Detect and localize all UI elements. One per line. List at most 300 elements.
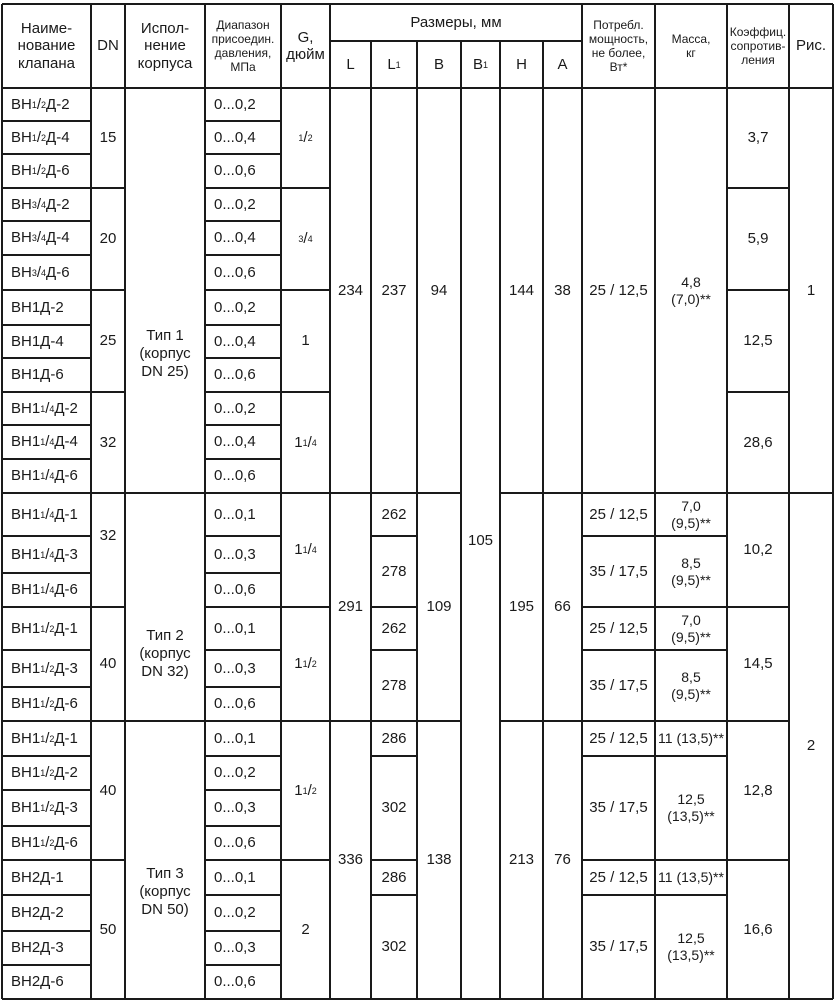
grid-line-h [125,720,205,722]
valve-name-prefix: ВН1 [11,799,41,816]
grid-line-h [91,391,125,393]
valve-name-suffix: Д-1 [54,619,78,637]
header-H: H [516,55,527,73]
valve-name-prefix: ВН1 [11,581,41,598]
mass-cell: 7,0 (9,5)** [671,611,711,645]
dimension-H-cell: 195 [508,598,535,615]
dimension-L1-cell: 286 [381,868,407,886]
valve-name-suffix: Д-3 [54,545,78,563]
dimension-L1-cell: 286 [381,729,407,747]
fraction-slash: / [45,505,50,523]
fraction-slash: / [36,128,42,146]
grid-line-h [417,492,461,494]
valve-name-suffix: Д-1 [54,729,78,747]
dimension-L1-cell: 278 [381,676,407,694]
valve-name-suffix: Д-6 [54,467,78,484]
grid-line-h [205,187,281,189]
valve-name-cell: ВН 3 / 4 Д-2 [11,195,70,213]
pressure-cell: 0...0,2 [214,298,256,316]
grid-line-h [281,606,330,608]
grid-line-h [205,825,281,827]
dimension-B-cell: 138 [426,851,452,868]
dimension-B-cell: 109 [426,598,452,615]
pressure-cell: 0...0,4 [214,229,256,246]
grid-line-h [330,492,371,494]
dimension-L1-cell: 262 [381,619,407,637]
valve-name-prefix: ВН1 [11,545,41,563]
pressure-cell: 0...0,1 [214,729,256,747]
header-B: B [433,55,444,73]
grid-line-h [205,424,281,426]
grid-line-h [371,755,417,757]
g-integer: 2 [301,920,310,938]
grid-line-h [2,755,91,757]
grid-line-h [91,859,125,861]
grid-line-h [371,859,417,861]
coefficient-cell: 16,6 [743,920,773,938]
header-divider [330,40,582,42]
g-cell: 1 1 / 2 [294,781,317,799]
valve-name-cell: ВН1 1 / 2 Д-6 [11,695,78,712]
grid-line-v [788,88,790,999]
grid-line-h [91,720,125,722]
mass-cell: 11 (13,5)** [658,869,724,886]
valve-name-cell: ВН 3 / 4 Д-6 [11,263,70,281]
g-integer: 1 [294,781,303,799]
grid-line-v [329,88,331,999]
pressure-cell: 0...0,4 [214,332,256,350]
grid-line-h [582,492,727,494]
dimension-B-cell: 94 [430,281,448,299]
dimension-B1-cell: 105 [467,532,494,549]
grid-line-h [727,606,789,608]
fraction-slash: / [307,655,312,672]
valve-name-cell: ВН1 1 / 2 Д-2 [11,764,78,781]
grid-line-h [205,357,281,359]
header-g: G, дюйм [286,28,325,63]
grid-line-v [90,4,92,88]
grid-line-h [281,289,330,291]
grid-line-v [280,88,282,999]
valve-name-suffix: Д-3 [54,799,78,816]
valve-name-cell: ВН1 1 / 4 Д-1 [11,505,78,523]
grid-line-h [205,859,281,861]
grid-line-v [124,4,126,88]
grid-line-h [281,859,330,861]
pressure-cell: 0...0,3 [214,659,256,677]
grid-line-v [581,4,583,88]
mass-cell: 8,5 (9,5)** [671,554,711,588]
pressure-cell: 0...0,4 [214,433,256,450]
grid-line-h [205,324,281,326]
grid-line-h [2,458,91,460]
grid-line-h [789,492,833,494]
grid-line-v [542,88,544,999]
grid-line-h [205,153,281,155]
fraction-slash: / [45,433,50,450]
valve-name-cell [2,895,91,931]
header-body: Испол- нение корпуса [137,20,193,72]
pressure-cell: 0...0,4 [214,128,256,146]
dn-cell: 50 [99,920,117,938]
g-integer: 1 [294,541,303,558]
grid-line-h [2,424,91,426]
dn-cell: 20 [99,230,117,247]
grid-line-v [460,88,462,999]
grid-line-h [205,492,281,494]
valve-name-cell: ВН1 1 / 4 Д-2 [11,399,78,417]
header-L1: L 1 [387,55,401,73]
valve-name-prefix: ВН1 [11,433,41,450]
valve-name-cell [2,290,91,325]
grid-line-h [205,649,281,651]
grid-line-v [416,41,418,88]
pressure-cell: 0...0,2 [214,764,256,781]
valve-name-cell: ВН1 1 / 4 Д-6 [11,467,78,484]
valve-name-suffix: Д-2 [54,399,78,417]
power-cell: 25 / 12,5 [589,729,648,747]
valve-name-suffix: Д-6 [46,263,70,281]
g-integer: 1 [294,655,303,672]
grid-line-h [582,859,727,861]
pressure-cell: 0...0,6 [214,695,256,712]
dimension-A-cell: 38 [554,281,571,299]
coefficient-cell: 12,5 [743,332,773,349]
fraction-slash: / [45,729,50,747]
grid-line-h [2,789,91,791]
grid-line-h [281,720,330,722]
grid-line-h [582,649,727,651]
grid-line-h [205,755,281,757]
grid-line-h [582,755,727,757]
grid-line-h [205,894,281,896]
grid-line-v [788,4,790,88]
valve-name-cell [2,358,91,392]
grid-line-h [2,572,91,574]
grid-line-h [281,187,330,189]
grid-line-v [542,41,544,88]
figure-cell: 1 [806,281,816,299]
power-cell: 25 / 12,5 [589,281,648,299]
valve-name-cell: ВН 1 / 2 Д-4 [11,128,70,146]
valve-name-cell: ВН1 1 / 2 Д-3 [11,659,78,677]
valve-name-prefix: ВН1 [11,834,41,851]
valve-name-cell: ВН1 1 / 4 Д-4 [11,433,78,450]
header-dn: DN [97,37,119,55]
grid-line-h [205,535,281,537]
grid-line-v [90,88,92,999]
pressure-cell: 0...0,1 [214,505,256,523]
pressure-cell: 0...0,2 [214,195,256,213]
valve-name-prefix: ВН1 [11,619,41,637]
fraction-slash: / [36,195,42,213]
fraction-slash: / [45,799,50,816]
fraction-slash: / [303,230,308,247]
grid-line-h [371,894,417,896]
fraction-slash: / [45,467,50,484]
header-B1: B 1 [472,55,489,73]
grid-line-h [727,492,789,494]
grid-line-h [371,535,417,537]
pressure-cell: 0...0,6 [214,366,256,383]
grid-line-v [726,88,728,999]
fraction-slash: / [45,834,50,851]
fraction-slash: / [307,541,312,558]
coefficient-cell: 5,9 [747,230,769,247]
valve-name-prefix: ВН1Д-6 [11,366,64,383]
grid-line-h [371,492,417,494]
grid-line-h [727,187,789,189]
header-fig: Рис. [795,37,827,55]
grid-line-h [500,720,582,722]
grid-line-h [371,649,417,651]
grid-line-h [91,187,125,189]
pressure-cell: 0...0,6 [214,834,256,851]
fraction-slash: / [45,399,50,417]
dn-cell: 25 [99,332,117,349]
pressure-cell: 0...0,1 [214,868,256,886]
valve-name-cell: ВН1 1 / 2 Д-1 [11,619,78,637]
valve-name-suffix: Д-6 [54,834,78,851]
axis-letter: L [387,55,396,73]
grid-line-h [205,930,281,932]
valve-name-suffix: Д-1 [54,505,78,523]
mass-cell: 7,0 (9,5)** [671,497,711,531]
grid-line-v [124,88,126,999]
grid-line-h [371,606,417,608]
valve-name-suffix: Д-4 [46,128,70,146]
valve-name-prefix: ВН1Д-2 [11,298,64,316]
valve-name-cell [2,325,91,358]
grid-line-h [330,720,371,722]
grid-line-h [2,686,91,688]
valve-name-cell: ВН1 1 / 4 Д-3 [11,545,78,563]
valve-name-prefix: ВН1 [11,399,41,417]
power-cell: 25 / 12,5 [589,505,648,523]
dn-cell: 32 [99,433,117,451]
grid-line-v [204,4,206,88]
g-integer: 1 [294,433,303,451]
mass-cell: 11 (13,5)** [658,730,724,747]
dimension-A-cell: 76 [554,851,571,868]
header-power: Потребл. мощность, не более, Вт* [588,17,649,75]
fraction-slash: / [45,695,50,712]
grid-line-h [2,859,91,861]
grid-line-h [205,964,281,966]
valve-name-suffix: Д-2 [46,195,70,213]
header-sizes: Размеры, мм [410,13,502,31]
pressure-cell: 0...0,3 [214,939,256,956]
valve-name-suffix: Д-4 [54,433,78,450]
grid-line-h [205,686,281,688]
power-cell: 35 / 17,5 [589,562,648,580]
grid-line-h [727,391,789,393]
fraction-slash: / [36,95,42,113]
valve-name-suffix: Д-2 [54,764,78,781]
grid-line-v [416,88,418,999]
header-A: A [557,55,568,73]
grid-line-v [370,41,372,88]
g-cell [281,290,330,392]
grid-line-v [329,4,331,88]
valve-name-prefix: ВН2Д-2 [11,904,64,921]
header-pressure: Диапазон присоедин. давления, МПа [211,17,275,75]
dimension-L1-cell: 237 [381,281,407,299]
fraction-slash: / [45,619,50,637]
valve-name-cell [2,931,91,965]
valve-name-prefix: ВН1 [11,505,41,523]
g-cell: 1 1 / 2 [294,655,317,672]
grid-line-v [654,4,656,88]
grid-line-v [370,88,372,999]
valve-name-suffix: Д-6 [46,162,70,179]
grid-line-h [2,324,91,326]
fraction-slash: / [36,162,42,179]
pressure-cell: 0...0,3 [214,545,256,563]
g-cell [281,860,330,999]
valve-name-prefix: ВН1 [11,467,41,484]
dimension-L1-cell: 302 [381,799,407,816]
valve-name-suffix: Д-6 [54,581,78,598]
grid-line-h [2,894,91,896]
dn-cell: 15 [99,129,117,146]
valve-name-prefix: ВН2Д-1 [11,868,64,886]
coefficient-cell: 14,5 [743,655,773,672]
valve-name-prefix: ВН2Д-3 [11,939,64,956]
grid-line-v [280,4,282,88]
coefficient-cell: 12,8 [743,781,773,799]
header-L: L [346,55,355,73]
grid-line-h [2,187,91,189]
valve-name-prefix: ВН [11,128,32,146]
grid-line-h [205,289,281,291]
power-cell: 25 / 12,5 [589,619,648,637]
grid-line-h [727,720,789,722]
body-type-cell: Тип 2 (корпус DN 32) [139,627,191,680]
dn-cell: 32 [99,527,117,544]
dimension-L1-cell: 262 [381,505,407,523]
valve-name-suffix: Д-3 [54,659,78,677]
valve-name-cell [2,965,91,999]
pressure-cell: 0...0,3 [214,799,256,816]
valve-name-cell: ВН 1 / 2 Д-6 [11,162,70,179]
grid-line-h [417,720,461,722]
fraction-slash: / [303,129,308,146]
grid-line-h [582,894,727,896]
power-cell: 35 / 17,5 [589,938,648,955]
valve-name-prefix: ВН [11,229,32,246]
grid-line-v [204,88,206,999]
dn-cell: 40 [99,781,117,799]
fraction-slash: / [45,764,50,781]
grid-line-h [91,289,125,291]
grid-line-h [125,492,205,494]
grid-line-h [2,930,91,932]
grid-line-h [205,220,281,222]
grid-line-h [2,535,91,537]
body-type-cell: Тип 3 (корпус DN 50) [139,865,191,918]
valve-name-prefix: ВН1Д-4 [11,332,64,350]
grid-line-h [500,492,582,494]
grid-line-h [205,458,281,460]
header-mass: Масса, кг [671,31,711,60]
coefficient-cell: 3,7 [747,129,769,146]
grid-line-h [727,289,789,291]
valve-name-cell: ВН1 1 / 2 Д-3 [11,799,78,816]
valve-name-cell: ВН1 1 / 2 Д-1 [11,729,78,747]
grid-line-h [91,606,125,608]
mass-cell: 12,5 (13,5)** [667,930,715,963]
power-cell: 25 / 12,5 [589,868,648,886]
grid-line-h [281,492,330,494]
g-cell: 1 1 / 4 [294,433,317,451]
grid-line-h [205,720,281,722]
valve-name-suffix: Д-6 [54,695,78,712]
dimension-L1-cell: 302 [381,938,407,955]
valve-name-cell: ВН1 1 / 4 Д-6 [11,581,78,598]
axis-letter: B [472,55,483,73]
fraction-slash: / [36,263,42,281]
grid-line-h [2,391,91,393]
grid-line-h [2,153,91,155]
power-cell: 35 / 17,5 [589,799,648,816]
pressure-cell: 0...0,2 [214,399,256,417]
dimension-H-cell: 144 [508,281,535,299]
grid-line-v [499,88,501,999]
grid-line-h [205,606,281,608]
valve-name-cell: ВН 3 / 4 Д-4 [11,229,70,246]
grid-line-h [2,825,91,827]
grid-line-h [205,391,281,393]
dimension-L1-cell: 278 [381,562,407,580]
grid-line-h [91,492,125,494]
body-type-cell: Тип 1 (корпус DN 25) [139,327,191,380]
grid-line-h [2,492,91,494]
valve-name-prefix: ВН [11,263,32,281]
g-cell: 1 1 / 4 [294,541,317,558]
table-border [832,4,834,999]
grid-line-h [2,606,91,608]
grid-line-h [2,357,91,359]
g-cell: 1 / 2 [298,129,313,146]
fraction-slash: / [45,659,50,677]
fraction-slash: / [45,581,50,598]
valve-name-prefix: ВН1 [11,659,41,677]
header-coef: Коэффиц. сопротив- ления [729,24,787,68]
grid-line-h [582,606,727,608]
dimension-L-cell: 291 [337,598,364,615]
pressure-cell: 0...0,6 [214,263,256,281]
valve-name-prefix: ВН [11,162,32,179]
valve-name-prefix: ВН1 [11,695,41,712]
grid-line-h [2,720,91,722]
valve-name-prefix: ВН1 [11,764,41,781]
grid-line-h [727,859,789,861]
valve-name-prefix: ВН [11,95,32,113]
grid-line-h [2,254,91,256]
grid-line-h [281,391,330,393]
valve-name-suffix: Д-4 [46,229,70,246]
dimension-A-cell: 66 [554,598,571,615]
grid-line-h [2,220,91,222]
valve-name-cell: ВН 1 / 2 Д-2 [11,95,70,113]
valve-name-cell: ВН1 1 / 2 Д-6 [11,834,78,851]
dimension-L-cell: 234 [337,281,364,299]
pressure-cell: 0...0,2 [214,904,256,921]
valve-name-prefix: ВН [11,195,32,213]
grid-line-h [205,572,281,574]
fraction-slash: / [36,229,42,246]
